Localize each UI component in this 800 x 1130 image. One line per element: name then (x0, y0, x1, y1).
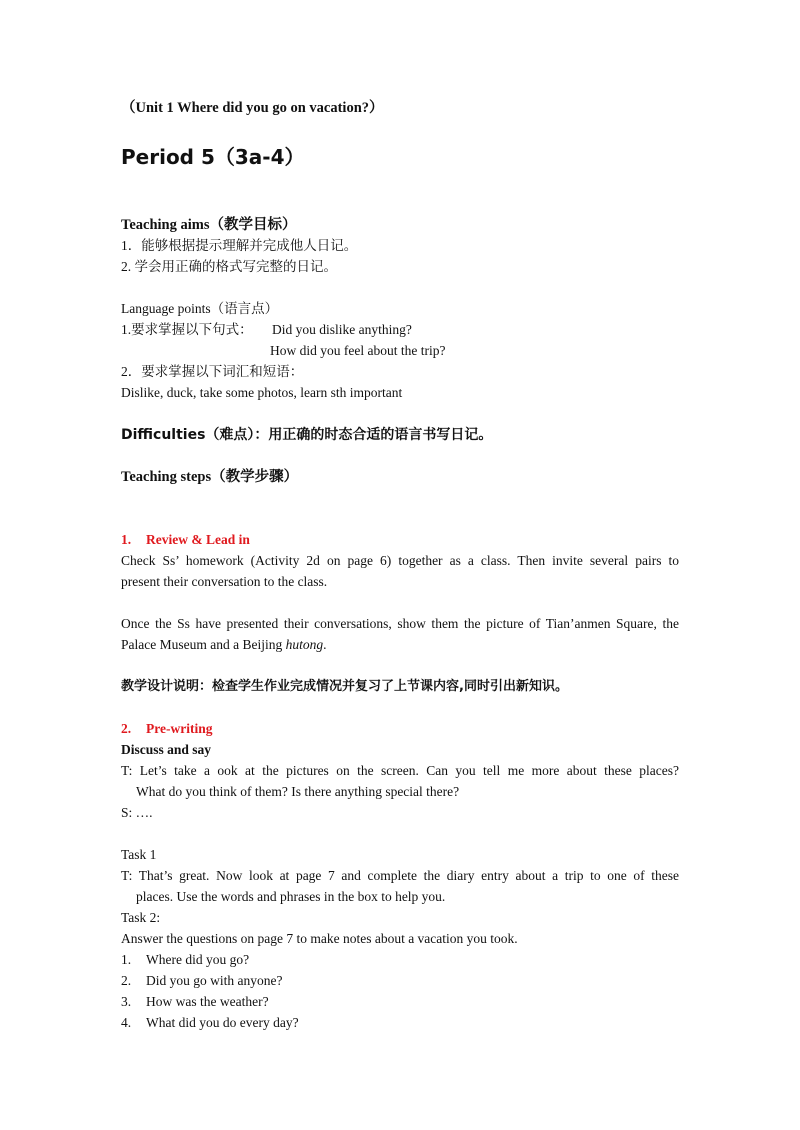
discuss-and-say-heading: Discuss and say (121, 742, 212, 757)
teacher-line-2-cont: places. Use the words and phrases in the box to help you. (136, 889, 446, 904)
section-1-number: 1. (121, 532, 132, 547)
section-1-paragraph-1-line-2: present their conversation to the class. (121, 574, 328, 589)
period-title: Period 5（3a-4） (121, 145, 305, 169)
section-1-paragraph-2-line-2 (121, 636, 326, 654)
teaching-steps-heading: Teaching steps（教学步骤） (121, 469, 299, 485)
question-text: Did you go with anyone? (146, 973, 283, 988)
section-2-number: 2. (121, 721, 132, 736)
teacher-line-1-cont: What do you think of them? Is there anything special there? (136, 784, 460, 799)
paragraph-2-text: Palace Museum and a Beijing (121, 637, 286, 652)
task-1-label: Task 1 (121, 847, 157, 862)
question-item (121, 1014, 299, 1032)
question-number: 1. (121, 952, 132, 967)
sentence-1: Did you dislike anything? (272, 322, 412, 337)
teacher-line-1: T: Let’s take a ook at the pictures on the screen. Can you tell me more about these places? (121, 763, 679, 778)
task-2-intro: Answer the questions on page 7 to make notes about a vacation you took. (121, 931, 518, 946)
section-1-heading (121, 531, 250, 549)
section-1-paragraph-2-line-1: Once the Ss have presented their conversations, show them the picture of Tian’anmen Square, the (121, 616, 679, 631)
hutong-term: hutong (285, 637, 324, 652)
vocabulary-list: Dislike, duck, take some photos, learn sth important (121, 385, 403, 400)
unit-title: （Unit 1 Where did you go on vacation?） (121, 100, 384, 116)
question-number: 4. (121, 1015, 132, 1030)
question-text: Where did you go? (146, 952, 250, 967)
paragraph-2-period: . (323, 637, 327, 652)
sentence-2: How did you feel about the trip? (270, 343, 446, 358)
design-note-1: 教学设计说明：检查学生作业完成情况并复习了上节课内容,同时引出新知识。 (121, 679, 568, 694)
task-2-label: Task 2: (121, 910, 161, 925)
question-number: 3. (121, 994, 132, 1009)
student-line: S: …. (121, 805, 153, 820)
section-1-paragraph-1-line-1: Check Ss’ homework (Activity 2d on page 6) together as a class. Then invite several pairs to (121, 553, 679, 568)
aim-item-2: 2. 学会用正确的格式写完整的日记。 (121, 259, 337, 274)
question-item (121, 951, 249, 969)
question-item (121, 993, 269, 1011)
language-point-1 (121, 321, 679, 339)
teaching-aims-heading: Teaching aims（教学目标） (121, 217, 297, 233)
question-number: 2. (121, 973, 132, 988)
question-text: How was the weather? (146, 994, 269, 1009)
aim-item-1: 1．能够根据提示理解并完成他人日记。 (121, 238, 358, 253)
language-point-1-label: 1.要求掌握以下句式： (121, 322, 253, 337)
question-text: What did you do every day? (146, 1015, 299, 1030)
question-item (121, 972, 282, 990)
difficulties-line: Difficulties（难点）：用正确的时态合适的语言书写日记。 (121, 427, 493, 443)
section-1-title: Review & Lead in (146, 532, 250, 547)
language-point-2-label: 2．要求掌握以下词汇和短语： (121, 364, 304, 379)
section-2-heading (121, 720, 212, 738)
language-points-heading: Language points（语言点） (121, 301, 279, 316)
section-2-title: Pre-writing (146, 721, 213, 736)
teacher-line-2: T: That’s great. Now look at page 7 and complete the diary entry about a trip to one of these (121, 868, 679, 883)
